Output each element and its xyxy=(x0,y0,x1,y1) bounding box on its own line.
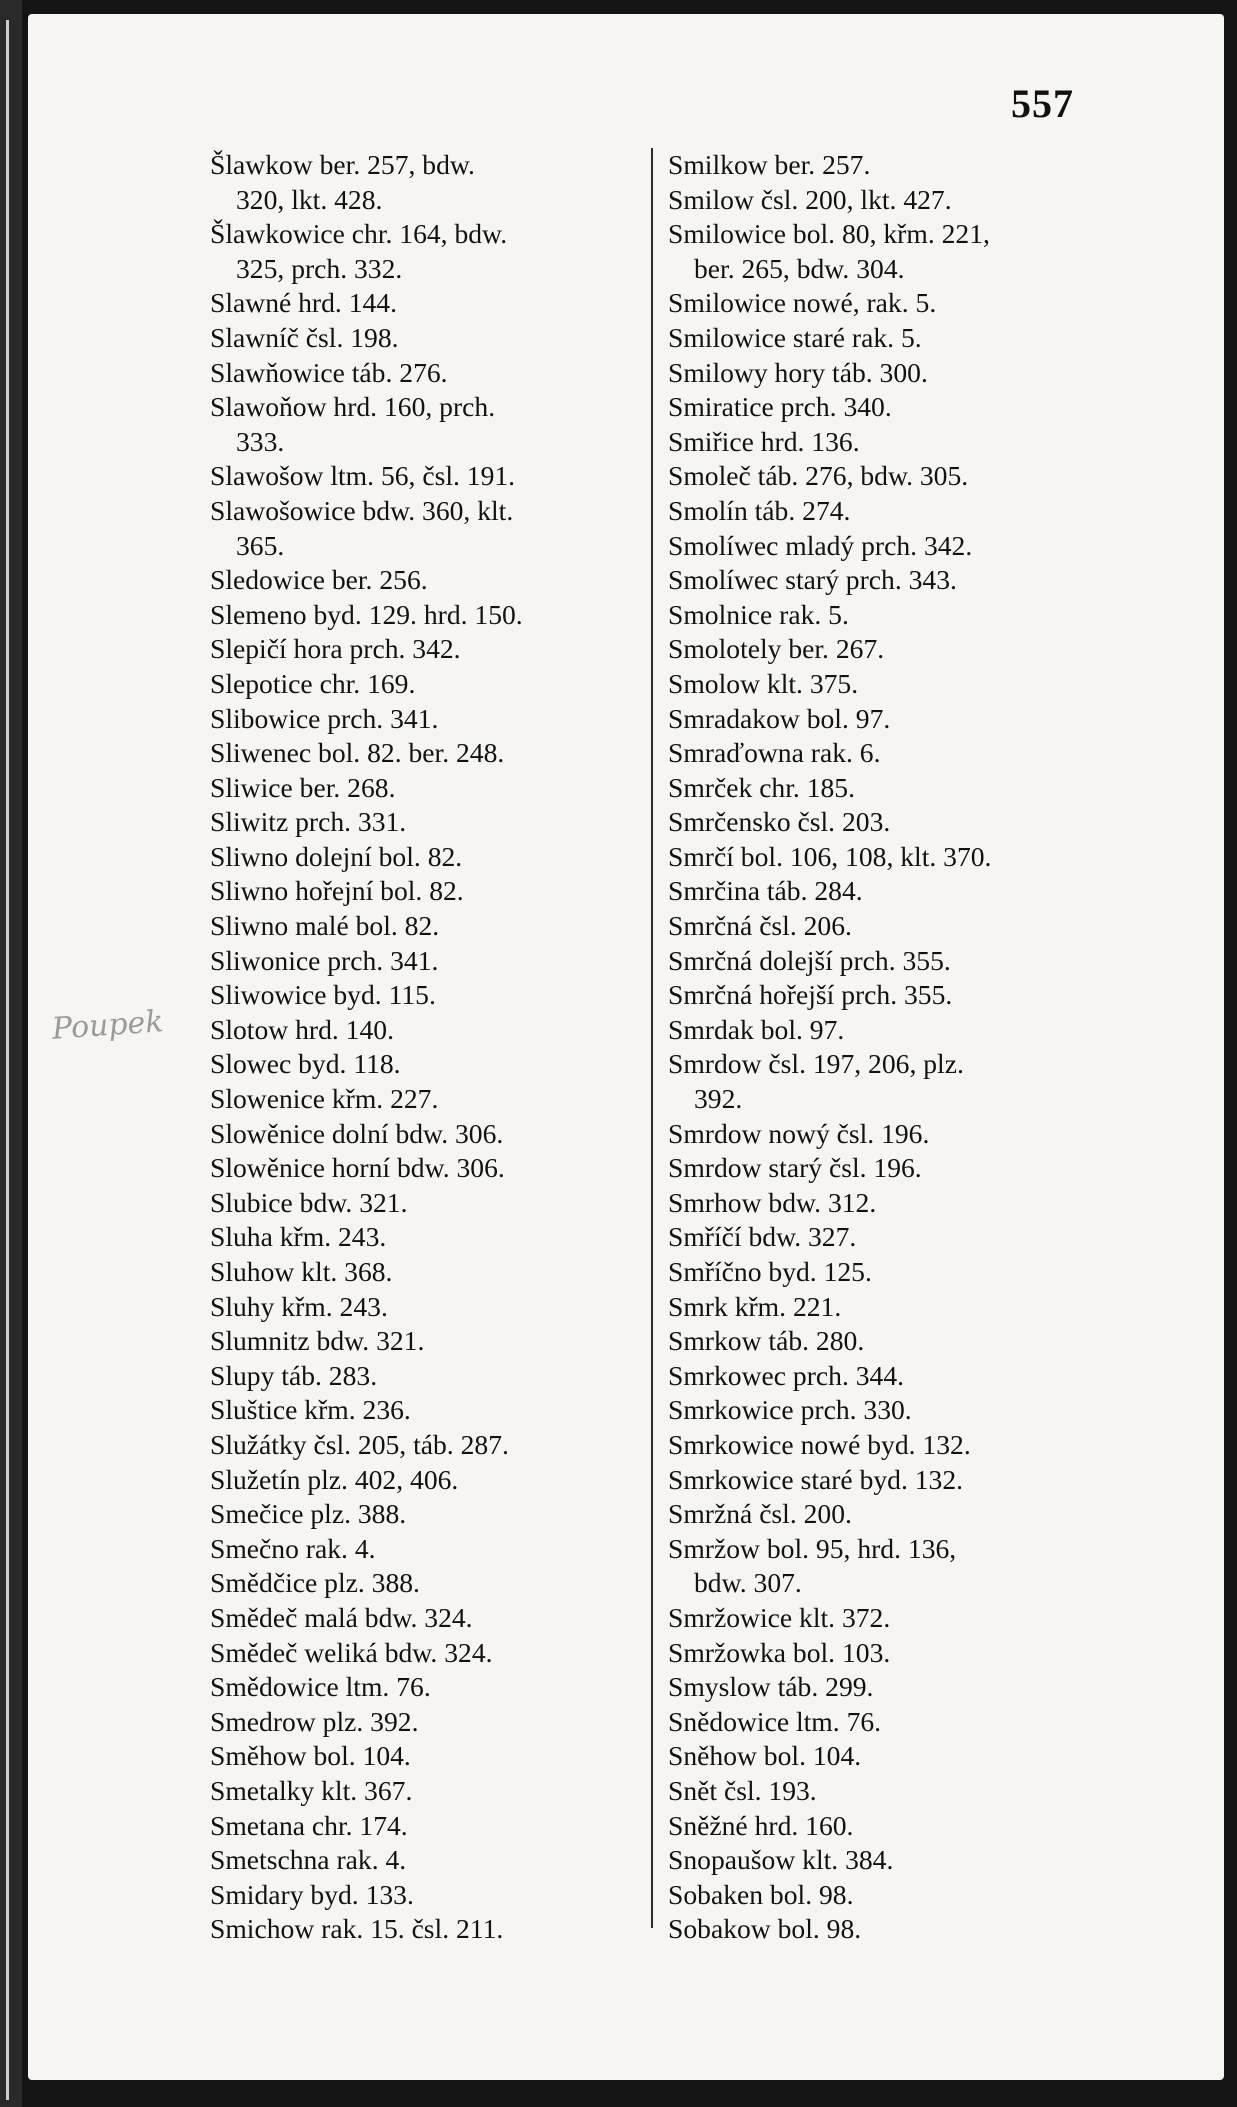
book-spine xyxy=(0,0,22,2107)
index-entry-text: 325, prch. 332. xyxy=(236,252,403,284)
index-entry xyxy=(210,632,650,667)
index-entry xyxy=(668,217,1138,252)
page-number: 557 xyxy=(1011,81,1074,126)
index-entry xyxy=(668,1739,1138,1774)
pencil-margin-note: Poupek xyxy=(50,1004,165,1047)
index-entry xyxy=(210,1082,650,1117)
index-entry xyxy=(668,632,1138,667)
index-entry-text: Smrkow táb. 280. xyxy=(668,1325,865,1357)
index-entry xyxy=(210,978,650,1013)
index-entry xyxy=(210,1255,650,1290)
index-entry-text: Smilow čsl. 200, lkt. 427. xyxy=(668,183,952,215)
index-entry-text: Sliwowice byd. 115. xyxy=(210,979,436,1011)
index-entry-text: Smilowice nowé, rak. 5. xyxy=(668,287,937,319)
index-entry-text: Slowec byd. 118. xyxy=(210,1048,401,1080)
index-entry-text: Smržowice klt. 372. xyxy=(668,1601,891,1633)
index-entry xyxy=(210,736,650,771)
index-entry-text: Smraďowna rak. 6. xyxy=(668,737,881,769)
index-entry-text: Slowěnice dolní bdw. 306. xyxy=(210,1117,504,1149)
index-entry xyxy=(668,321,1138,356)
index-entry xyxy=(668,1324,1138,1359)
index-entry-text: Smříčno byd. 125. xyxy=(668,1256,872,1287)
index-entry-text: Slowěnice horní bdw. 306. xyxy=(210,1152,505,1184)
index-entry-text: Smržowka bol. 103. xyxy=(668,1636,891,1668)
index-entry xyxy=(210,944,650,979)
index-entry xyxy=(210,1878,650,1913)
index-entry-text: Slawoňow hrd. 160, prch. xyxy=(210,391,496,423)
index-entry-text: Šlawkowice chr. 164, bdw. xyxy=(210,218,508,250)
spine-edge-line xyxy=(6,20,9,2100)
index-entry xyxy=(210,183,650,218)
book-page xyxy=(28,14,1224,2080)
index-entry xyxy=(668,529,1138,564)
index-entry-text: Slawné hrd. 144. xyxy=(210,287,397,319)
index-entry xyxy=(668,1082,1138,1117)
index-entry-text: Smědčice plz. 388. xyxy=(210,1567,420,1599)
index-entry-italic-name: Smrdak xyxy=(668,1013,754,1045)
index-entry-text: Smrček chr. 185. xyxy=(668,771,855,803)
index-entry-text: Smradakow bol. 97. xyxy=(668,702,891,734)
index-entry-text: Slupy táb. 283. xyxy=(210,1359,378,1391)
column-divider xyxy=(651,148,653,1928)
index-entry-text: Smrčná hořejší prch. 355. xyxy=(668,979,953,1011)
index-entry xyxy=(668,1532,1138,1567)
index-entry-text: Smrdow čsl. 197, 206, plz. xyxy=(668,1048,964,1080)
index-entry xyxy=(668,909,1138,944)
index-entry-text: Sliwno dolejní bol. 82. xyxy=(210,840,463,872)
index-entry-text: Smečice plz. 388. xyxy=(210,1498,407,1530)
index-entry xyxy=(668,563,1138,598)
index-entry-text: Smolíwec mladý prch. 342. xyxy=(668,529,973,561)
index-entry-reference: rak. 4. xyxy=(329,1844,407,1876)
index-entry-text: Smolnice rak. 5. xyxy=(668,598,849,630)
index-entry xyxy=(668,874,1138,909)
index-entry-text: Směhow bol. 104. xyxy=(210,1740,411,1772)
index-entry-text: Smrk křm. 221. xyxy=(668,1290,842,1322)
index-entry-text: Smolotely ber. 267. xyxy=(668,633,885,665)
index-entry xyxy=(210,1843,650,1878)
index-entry xyxy=(210,494,650,529)
index-entry xyxy=(210,909,650,944)
index-entry xyxy=(210,1912,650,1947)
index-entry xyxy=(668,356,1138,391)
index-entry-text: Smolíwec starý prch. 343. xyxy=(668,564,957,596)
index-entry xyxy=(210,1359,650,1394)
index-entry xyxy=(210,390,650,425)
index-entry-text: Sluhow klt. 368. xyxy=(210,1256,393,1287)
index-entry xyxy=(210,874,650,909)
index-entry xyxy=(210,1774,650,1809)
index-entry-text: Smyslow táb. 299. xyxy=(668,1671,874,1703)
index-entry xyxy=(668,1843,1138,1878)
index-entry-text: Sledowice ber. 256. xyxy=(210,564,428,596)
index-entry-reference: křm. 243. xyxy=(272,1221,387,1253)
index-entry-text: Smědowice ltm. 76. xyxy=(210,1671,431,1703)
index-entry xyxy=(210,1013,650,1048)
index-entry-reference: bol. 98. xyxy=(763,1878,854,1910)
index-entry xyxy=(668,1636,1138,1671)
index-entry xyxy=(210,1220,650,1255)
index-entry xyxy=(668,148,1138,183)
index-entry xyxy=(210,1532,650,1567)
index-entry xyxy=(210,1186,650,1221)
index-entry xyxy=(210,529,650,564)
index-entry xyxy=(668,286,1138,321)
index-entry-text: Smrčná dolejší prch. 355. xyxy=(668,944,951,976)
index-entry xyxy=(668,598,1138,633)
index-entry xyxy=(668,1774,1138,1809)
index-entry xyxy=(668,1290,1138,1325)
index-entry xyxy=(210,1393,650,1428)
index-entry xyxy=(668,1151,1138,1186)
index-entry-text: Služátky čsl. 205, táb. 287. xyxy=(210,1428,509,1460)
index-entry xyxy=(210,1566,650,1601)
index-entry-text: 320, lkt. 428. xyxy=(236,183,383,215)
index-entry-text: Služetín plz. 402, 406. xyxy=(210,1463,459,1495)
index-entry xyxy=(210,598,650,633)
index-entry xyxy=(210,1463,650,1498)
index-entry-text: Smrdow nowý čsl. 196. xyxy=(668,1117,930,1149)
index-entry xyxy=(210,459,650,494)
index-entry xyxy=(210,1670,650,1705)
index-entry-text: Sluhy křm. 243. xyxy=(210,1290,388,1322)
index-entry-text: Smrkowec prch. 344. xyxy=(668,1359,905,1391)
index-entry xyxy=(210,1705,650,1740)
index-entry-text: Smrčina táb. 284. xyxy=(668,875,863,907)
index-entry xyxy=(668,1013,1138,1048)
index-entry xyxy=(668,736,1138,771)
index-entry xyxy=(668,1670,1138,1705)
index-entry-text: Sliwno hořejní bol. 82. xyxy=(210,875,464,907)
index-entry-text: Smiratice prch. 340. xyxy=(668,391,892,423)
index-entry-text: Smidary byd. 133. xyxy=(210,1878,414,1910)
index-entry-text: Smilowy hory táb. 300. xyxy=(668,356,928,388)
index-entry xyxy=(668,390,1138,425)
index-entry-text: 392. xyxy=(694,1083,743,1115)
index-entry-text: Smrkowice staré byd. 132. xyxy=(668,1463,964,1495)
index-entry-text: Smržná čsl. 200. xyxy=(668,1498,852,1530)
index-entry xyxy=(668,1220,1138,1255)
index-entry-text: Smědeč weliká bdw. 324. xyxy=(210,1636,493,1668)
index-entry-text: Sněhow bol. 104. xyxy=(668,1740,862,1772)
index-entry-text: Šlawkow ber. 257, bdw. xyxy=(210,149,475,180)
index-entry xyxy=(210,1324,650,1359)
index-entry-text: Smrčí bol. 106, 108, klt. 370. xyxy=(668,840,992,872)
index-entry xyxy=(668,252,1138,287)
index-entry-text: Sněžné hrd. 160. xyxy=(668,1809,854,1841)
index-entry-reference: bol. 97. xyxy=(753,1013,845,1045)
index-entry xyxy=(210,1151,650,1186)
index-entry xyxy=(210,840,650,875)
index-entry-text: Slotow hrd. 140. xyxy=(210,1013,394,1045)
index-entry xyxy=(210,1601,650,1636)
index-entry-text: Smrdow starý čsl. 196. xyxy=(668,1152,922,1184)
index-entry-text: Slemeno byd. 129. hrd. 150. xyxy=(210,598,523,630)
index-entry-italic-name: Sobaken xyxy=(668,1878,764,1910)
index-entry-text: Slawošow ltm. 56, čsl. 191. xyxy=(210,460,516,492)
index-entry-text: Smrhow bdw. 312. xyxy=(668,1186,877,1218)
index-entry-text: 333. xyxy=(236,425,285,457)
index-entry xyxy=(668,667,1138,702)
index-entry xyxy=(668,1393,1138,1428)
index-entry xyxy=(210,1047,650,1082)
index-entry-text: Smilowice bol. 80, křm. 221, xyxy=(668,218,990,250)
index-entry-text: Slawníč čsl. 198. xyxy=(210,321,399,353)
index-entry xyxy=(668,805,1138,840)
index-entry-italic-name: Sliwitz xyxy=(210,806,289,838)
index-entry xyxy=(210,321,650,356)
index-entry xyxy=(668,771,1138,806)
index-entry-italic-name: Smetschna xyxy=(210,1844,330,1876)
index-entry-text: Slawošowice bdw. 360, klt. xyxy=(210,494,514,526)
index-entry-text: Smetana chr. 174. xyxy=(210,1809,408,1841)
index-entry-text: Sliwenec bol. 82. ber. 248. xyxy=(210,737,505,769)
index-entry xyxy=(210,1739,650,1774)
index-entry-text: Sliwice ber. 268. xyxy=(210,771,396,803)
index-entry-text: Slibowice prch. 341. xyxy=(210,702,439,734)
index-entry xyxy=(668,1912,1138,1947)
index-entry xyxy=(210,702,650,737)
index-entry-text: Smichow rak. 15. čsl. 211. xyxy=(210,1913,504,1945)
index-entry xyxy=(210,356,650,391)
index-entry-text: Smříčí bdw. 327. xyxy=(668,1221,857,1253)
index-entry-text: Smrčensko čsl. 203. xyxy=(668,806,891,838)
index-entry xyxy=(668,1255,1138,1290)
index-entry xyxy=(668,1566,1138,1601)
left-index-column xyxy=(210,148,650,1947)
index-entry-text: Slubice bdw. 321. xyxy=(210,1186,408,1218)
index-entry-text: Smědeč malá bdw. 324. xyxy=(210,1601,473,1633)
index-entry-text: Snědowice ltm. 76. xyxy=(668,1705,882,1737)
index-entry-text: Sliwonice prch. 341. xyxy=(210,944,439,976)
index-entry-text: Snět čsl. 193. xyxy=(668,1774,817,1806)
index-entry xyxy=(668,1359,1138,1394)
index-entry xyxy=(668,1463,1138,1498)
index-entry xyxy=(668,702,1138,737)
index-entry xyxy=(210,563,650,598)
index-entry-text: bdw. 307. xyxy=(694,1567,802,1599)
index-entry xyxy=(210,148,650,183)
index-entry-text: Smrkowice prch. 330. xyxy=(668,1394,912,1426)
index-entry xyxy=(210,286,650,321)
index-entry-text: Smedrow plz. 392. xyxy=(210,1705,419,1737)
index-entry xyxy=(668,1428,1138,1463)
index-entry-text: Sluštice křm. 236. xyxy=(210,1394,411,1426)
index-entry xyxy=(210,425,650,460)
index-entry-text: Smečno rak. 4. xyxy=(210,1532,376,1564)
index-entry-text: Slepičí hora prch. 342. xyxy=(210,633,461,665)
index-entry-text: Smoleč táb. 276, bdw. 305. xyxy=(668,460,969,492)
index-entry xyxy=(210,252,650,287)
index-entry-italic-name: Sluha xyxy=(210,1221,273,1253)
index-entry xyxy=(668,494,1138,529)
index-entry-text: Slepotice chr. 169. xyxy=(210,667,416,699)
index-entry xyxy=(668,1117,1138,1152)
index-entry xyxy=(210,1497,650,1532)
index-entry xyxy=(668,1047,1138,1082)
index-entry-text: Smržow bol. 95, hrd. 136, xyxy=(668,1532,957,1564)
index-entry-italic-name: Slumnitz xyxy=(210,1325,310,1357)
index-entry-text: Smiřice hrd. 136. xyxy=(668,425,860,457)
index-entry xyxy=(668,183,1138,218)
index-entry xyxy=(668,425,1138,460)
index-entry xyxy=(668,1878,1138,1913)
index-entry-text: Sobakow bol. 98. xyxy=(668,1913,862,1945)
index-entry-text: Smetalky klt. 367. xyxy=(210,1774,413,1806)
index-entry xyxy=(210,1809,650,1844)
index-entry-reference: bdw. 321. xyxy=(309,1325,425,1357)
right-index-column xyxy=(668,148,1138,1947)
index-entry-text: Smolow klt. 375. xyxy=(668,667,859,699)
index-entry-text: Snopaušow klt. 384. xyxy=(668,1844,894,1876)
index-entry-text: Smilkow ber. 257. xyxy=(668,149,871,180)
index-entry-text: Slawňowice táb. 276. xyxy=(210,356,448,388)
index-entry xyxy=(668,1601,1138,1636)
index-entry xyxy=(210,805,650,840)
index-entry-reference: prch. 331. xyxy=(288,806,407,838)
index-entry xyxy=(668,978,1138,1013)
index-entry xyxy=(668,1705,1138,1740)
index-entry xyxy=(668,840,1138,875)
index-entry-text: ber. 265, bdw. 304. xyxy=(694,252,905,284)
index-entry-text: Smolín táb. 274. xyxy=(668,494,851,526)
index-entry xyxy=(210,1636,650,1671)
index-entry-text: 365. xyxy=(236,529,285,561)
index-entry xyxy=(210,1117,650,1152)
index-entry xyxy=(668,1186,1138,1221)
index-entry xyxy=(210,217,650,252)
index-entry-text: Sliwno malé bol. 82. xyxy=(210,910,440,942)
index-entry-text: Smrčná čsl. 206. xyxy=(668,910,852,942)
index-entry xyxy=(210,771,650,806)
index-entry xyxy=(668,459,1138,494)
index-entry xyxy=(668,1809,1138,1844)
index-entry-text: Slowenice křm. 227. xyxy=(210,1083,439,1115)
index-entry xyxy=(668,944,1138,979)
index-entry xyxy=(210,667,650,702)
index-entry xyxy=(668,1497,1138,1532)
index-entry-text: Smilowice staré rak. 5. xyxy=(668,321,922,353)
index-entry xyxy=(210,1428,650,1463)
index-entry xyxy=(210,1290,650,1325)
index-entry-text: Smrkowice nowé byd. 132. xyxy=(668,1428,971,1460)
